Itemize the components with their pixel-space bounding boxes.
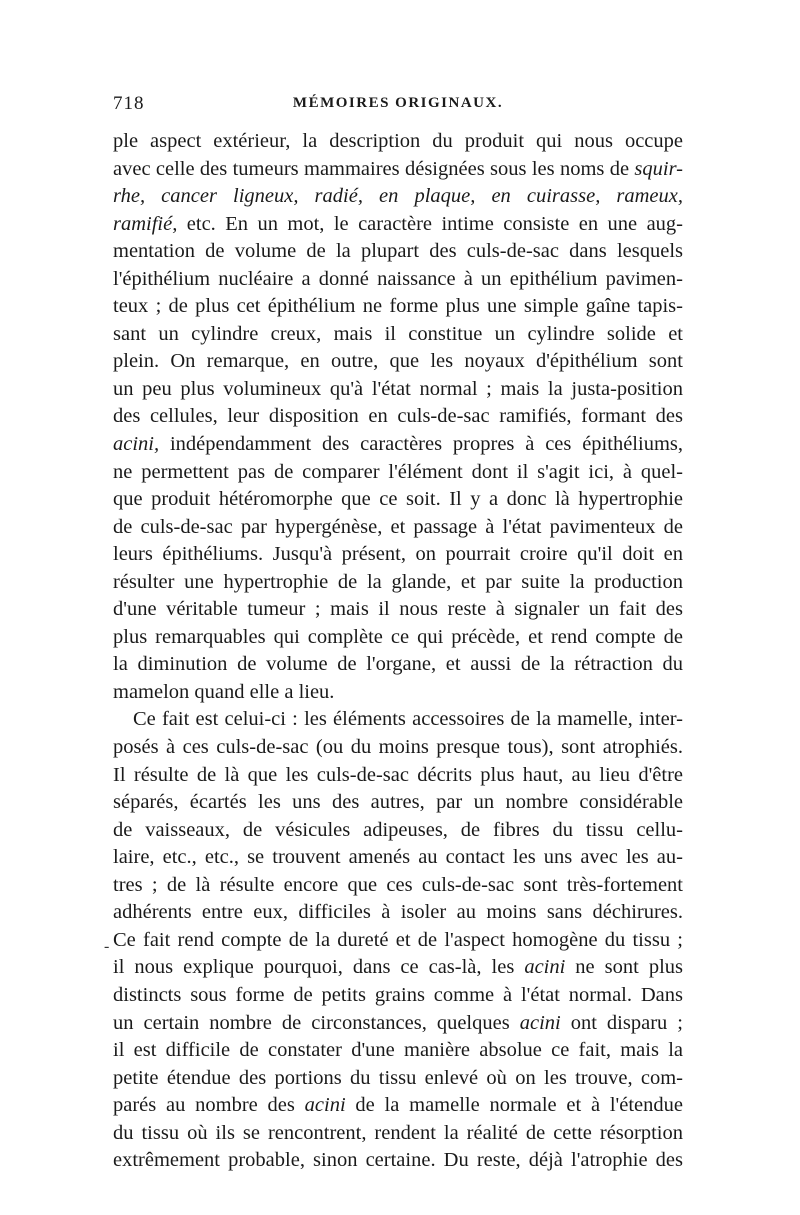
text-segment: etc. En un mot, le caractère intime consiste en une aug- xyxy=(177,212,683,235)
text-line xyxy=(113,321,683,349)
text-segment: du tissu où ils se rencontrent, rendent la réalité de cette résorption xyxy=(113,1121,683,1144)
text-line xyxy=(113,1010,683,1038)
text-line xyxy=(113,1147,683,1175)
text-segment: parés au nombre des xyxy=(113,1094,305,1117)
text-segment: la diminution de volume de l'organe, et aussi de la rétraction du xyxy=(113,653,683,676)
text-line xyxy=(113,844,683,872)
text-line xyxy=(113,459,683,487)
text-segment: des cellules, leur disposition en culs-de-sac ramifiés, formant des xyxy=(113,405,683,428)
text-line xyxy=(113,679,683,707)
text-segment: il nous explique pourquoi, dans ce cas-là, les xyxy=(113,956,525,979)
text-segment: résulter une hypertrophie de la glande, et par suite la production xyxy=(113,570,683,593)
text-segment: ple aspect extérieur, la description du produit qui nous occupe xyxy=(113,130,683,152)
text-segment: de vaisseaux, de vésicules adipeuses, de fibres du tissu cellu- xyxy=(113,818,683,841)
running-title: MÉMOIRES ORIGINAUX. xyxy=(292,95,504,111)
text-line xyxy=(113,376,683,404)
text-line xyxy=(113,762,683,790)
text-segment: Ce fait rend compte de la dureté et de l'aspect homogène du tissu ; xyxy=(113,928,683,951)
text-segment: ont disparu ; xyxy=(560,1011,683,1034)
text-segment: mentation de volume de la plupart des culs-de-sac dans lesquels xyxy=(113,240,683,263)
text-segment: extrêmement probable, sinon certaine. Du reste, déjà l'atrophie des xyxy=(113,1149,683,1172)
text-line xyxy=(113,596,683,624)
text-segment: il est difficile de constater d'une manière absolue ce fait, mais la xyxy=(113,1039,683,1062)
text-segment: de la mamelle normale et à l'étendue xyxy=(345,1094,683,1117)
text-segment: adhérents entre eux, difficiles à isoler au moins sans déchirures. xyxy=(113,901,683,924)
text-segment: plus remarquables qui complète ce qui précède, et rend compte de xyxy=(113,625,683,648)
text-line xyxy=(113,954,683,982)
text-line xyxy=(113,927,683,955)
text-line xyxy=(113,431,683,459)
italic-text: ramifié, xyxy=(113,212,178,235)
italic-text: rhe, cancer ligneux, radié, en plaque, en cuirasse, rameux, xyxy=(113,185,683,208)
text-line xyxy=(113,266,683,294)
text-segment: que produit hétéromorphe que ce soit. Il y a donc là hypertrophie xyxy=(113,488,683,511)
text-segment: teux ; de plus cet épithélium ne forme plus une simple gaîne tapis- xyxy=(113,295,683,318)
text-line xyxy=(113,128,683,156)
text-line xyxy=(113,1037,683,1065)
text-line xyxy=(113,789,683,817)
text-line xyxy=(113,1120,683,1148)
text-line xyxy=(113,734,683,762)
text-line xyxy=(113,982,683,1010)
text-line xyxy=(113,293,683,321)
text-line xyxy=(113,486,683,514)
page-header xyxy=(113,93,683,121)
text-line xyxy=(113,348,683,376)
margin-mark: - xyxy=(104,938,110,955)
text-segment: de culs-de-sac par hypergénèse, et passage à l'état pavimenteux de xyxy=(113,515,683,538)
italic-text: acini xyxy=(519,1011,561,1034)
text-segment: petite étendue des portions du tissu enlevé où on les trouve, com- xyxy=(113,1066,683,1089)
text-segment: ne sont plus xyxy=(565,956,683,979)
text-line xyxy=(113,403,683,431)
text-segment: posés à ces culs-de-sac (ou du moins presque tous), sont atrophiés. xyxy=(113,736,683,759)
text-segment: Ce fait est celui-ci : les éléments accessoires de la mamelle, inter- xyxy=(133,708,683,731)
text-line xyxy=(113,1065,683,1093)
text-line xyxy=(113,211,683,239)
text-segment: un peu plus volumineux qu'à l'état normal ; mais la justa-position xyxy=(113,377,683,400)
text-segment: indépendamment des caractères propres à ces épithéliums, xyxy=(159,433,683,456)
text-segment: distincts sous forme de petits grains comme à l'état normal. Dans xyxy=(113,983,683,1006)
text-segment: laire, etc., etc., se trouvent amenés au contact les uns avec les au- xyxy=(113,846,683,869)
text-segment: séparés, écartés les uns des autres, par un nombre considérable xyxy=(113,791,683,814)
text-line xyxy=(113,183,683,211)
text-segment: Il résulte de là que les culs-de-sac décrits plus haut, au lieu d'être xyxy=(113,763,683,786)
text-segment: plein. On remarque, en outre, que les noyaux d'épithélium sont xyxy=(113,350,683,373)
text-segment: mamelon quand elle a lieu. xyxy=(113,680,335,703)
italic-text: acini xyxy=(304,1094,346,1117)
text-line xyxy=(113,899,683,927)
text-line xyxy=(113,872,683,900)
text-segment: un certain nombre de circonstances, quelques xyxy=(113,1011,520,1034)
text-line xyxy=(113,238,683,266)
text-line xyxy=(113,624,683,652)
text-line xyxy=(113,1092,683,1120)
italic-text: acini xyxy=(524,956,566,979)
page-number: 718 xyxy=(113,93,145,114)
text-segment: leurs épithéliums. Jusqu'à présent, on pourrait croire qu'il doit en xyxy=(113,543,683,566)
text-segment: avec celle des tumeurs mammaires désignées sous les noms de xyxy=(113,157,635,180)
body-text xyxy=(113,128,683,1175)
italic-text: acini, xyxy=(113,433,160,456)
italic-text: squir- xyxy=(634,157,683,180)
text-segment: l'épithélium nucléaire a donné naissance à un epithélium pavimen- xyxy=(113,267,683,290)
text-segment: ne permettent pas de comparer l'élément dont il s'agit ici, à quel- xyxy=(113,460,683,483)
text-segment: sant un cylindre creux, mais il constitue un cylindre solide et xyxy=(113,322,683,345)
text-line xyxy=(113,156,683,184)
text-line xyxy=(113,706,683,734)
text-line xyxy=(113,817,683,845)
text-segment: tres ; de là résulte encore que ces culs-de-sac sont très-fortement xyxy=(113,873,683,896)
text-line xyxy=(113,541,683,569)
text-line xyxy=(113,514,683,542)
text-line xyxy=(113,651,683,679)
text-segment: d'une véritable tumeur ; mais il nous reste à signaler un fait des xyxy=(113,598,683,621)
text-line xyxy=(113,569,683,597)
